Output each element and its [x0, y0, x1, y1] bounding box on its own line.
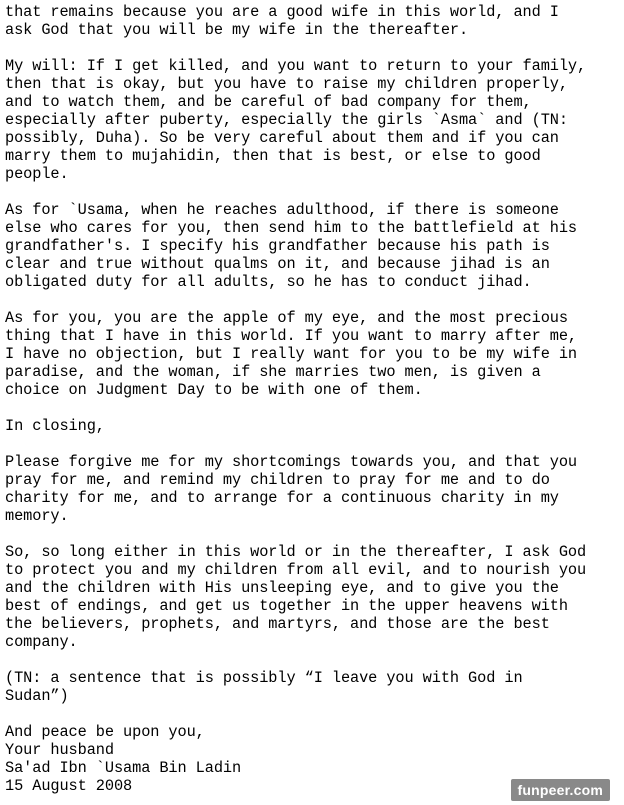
text-line: choice on Judgment Day to be with one of them.: [5, 381, 423, 399]
paragraph-in-closing: [5, 417, 621, 435]
text-line: (TN: a sentence that is possibly “I leave you with God in: [5, 669, 523, 687]
text-line: possibly, Duha). So be very careful about them and if you can: [5, 129, 559, 147]
text-line: and the children with His unsleeping eye, and to give you the: [5, 579, 559, 597]
text-line: As for `Usama, when he reaches adulthood, if there is someone: [5, 201, 559, 219]
paragraph-wife: [5, 309, 621, 399]
watermark-logo: funpeer.com: [511, 779, 610, 801]
text-line: then that is okay, but you have to raise my children properly,: [5, 75, 568, 93]
text-line: that remains because you are a good wife in this world, and I: [5, 3, 559, 21]
text-line: pray for me, and remind my children to pray for me and to do: [5, 471, 550, 489]
text-line: charity for me, and to arrange for a continuous charity in my: [5, 489, 559, 507]
text-line: grandfather's. I specify his grandfather because his path is: [5, 237, 550, 255]
text-line: So, so long either in this world or in the thereafter, I ask God: [5, 543, 587, 561]
signature-name: Sa'ad Ibn `Usama Bin Ladin: [5, 759, 242, 777]
text-line: Your husband: [5, 741, 114, 759]
text-line: clear and true without qualms on it, and because jihad is an: [5, 255, 550, 273]
text-line: else who cares for you, then send him to the battlefield at his: [5, 219, 578, 237]
text-line: In closing,: [5, 417, 105, 435]
text-line: memory.: [5, 507, 69, 525]
signature-date: 15 August 2008: [5, 777, 133, 795]
text-line: My will: If I get killed, and you want to return to your family,: [5, 57, 587, 75]
text-line: to protect you and my children from all evil, and to nourish you: [5, 561, 587, 579]
text-line: And peace be upon you,: [5, 723, 205, 741]
text-line: I have no objection, but I really want for you to be my wife in: [5, 345, 578, 363]
text-line: especially after puberty, especially the girls `Asma` and (TN:: [5, 111, 568, 129]
text-line: Sudan”): [5, 687, 69, 705]
text-line: and to watch them, and be careful of bad company for them,: [5, 93, 532, 111]
text-line: company.: [5, 633, 78, 651]
paragraph-farewell: [5, 543, 621, 651]
text-line: obligated duty for all adults, so he has to conduct jihad.: [5, 273, 532, 291]
text-line: Please forgive me for my shortcomings towards you, and that you: [5, 453, 578, 471]
paragraph-translator-note: [5, 669, 621, 705]
text-line: thing that I have in this world. If you want to marry after me,: [5, 327, 578, 345]
text-line: best of endings, and get us together in the upper heavens with: [5, 597, 568, 615]
paragraph-forgive: [5, 453, 621, 525]
letter-document: [5, 3, 621, 795]
text-line: marry them to mujahidin, then that is best, or else to good: [5, 147, 541, 165]
paragraph-will: [5, 57, 621, 183]
text-line: people.: [5, 165, 69, 183]
text-line: ask God that you will be my wife in the thereafter.: [5, 21, 469, 39]
text-line: paradise, and the woman, if she marries two men, is given a: [5, 363, 541, 381]
text-line: As for you, you are the apple of my eye, and the most precious: [5, 309, 568, 327]
paragraph-usama: [5, 201, 621, 291]
text-line: the believers, prophets, and martyrs, and those are the best: [5, 615, 550, 633]
paragraph-intro-close: [5, 3, 621, 39]
